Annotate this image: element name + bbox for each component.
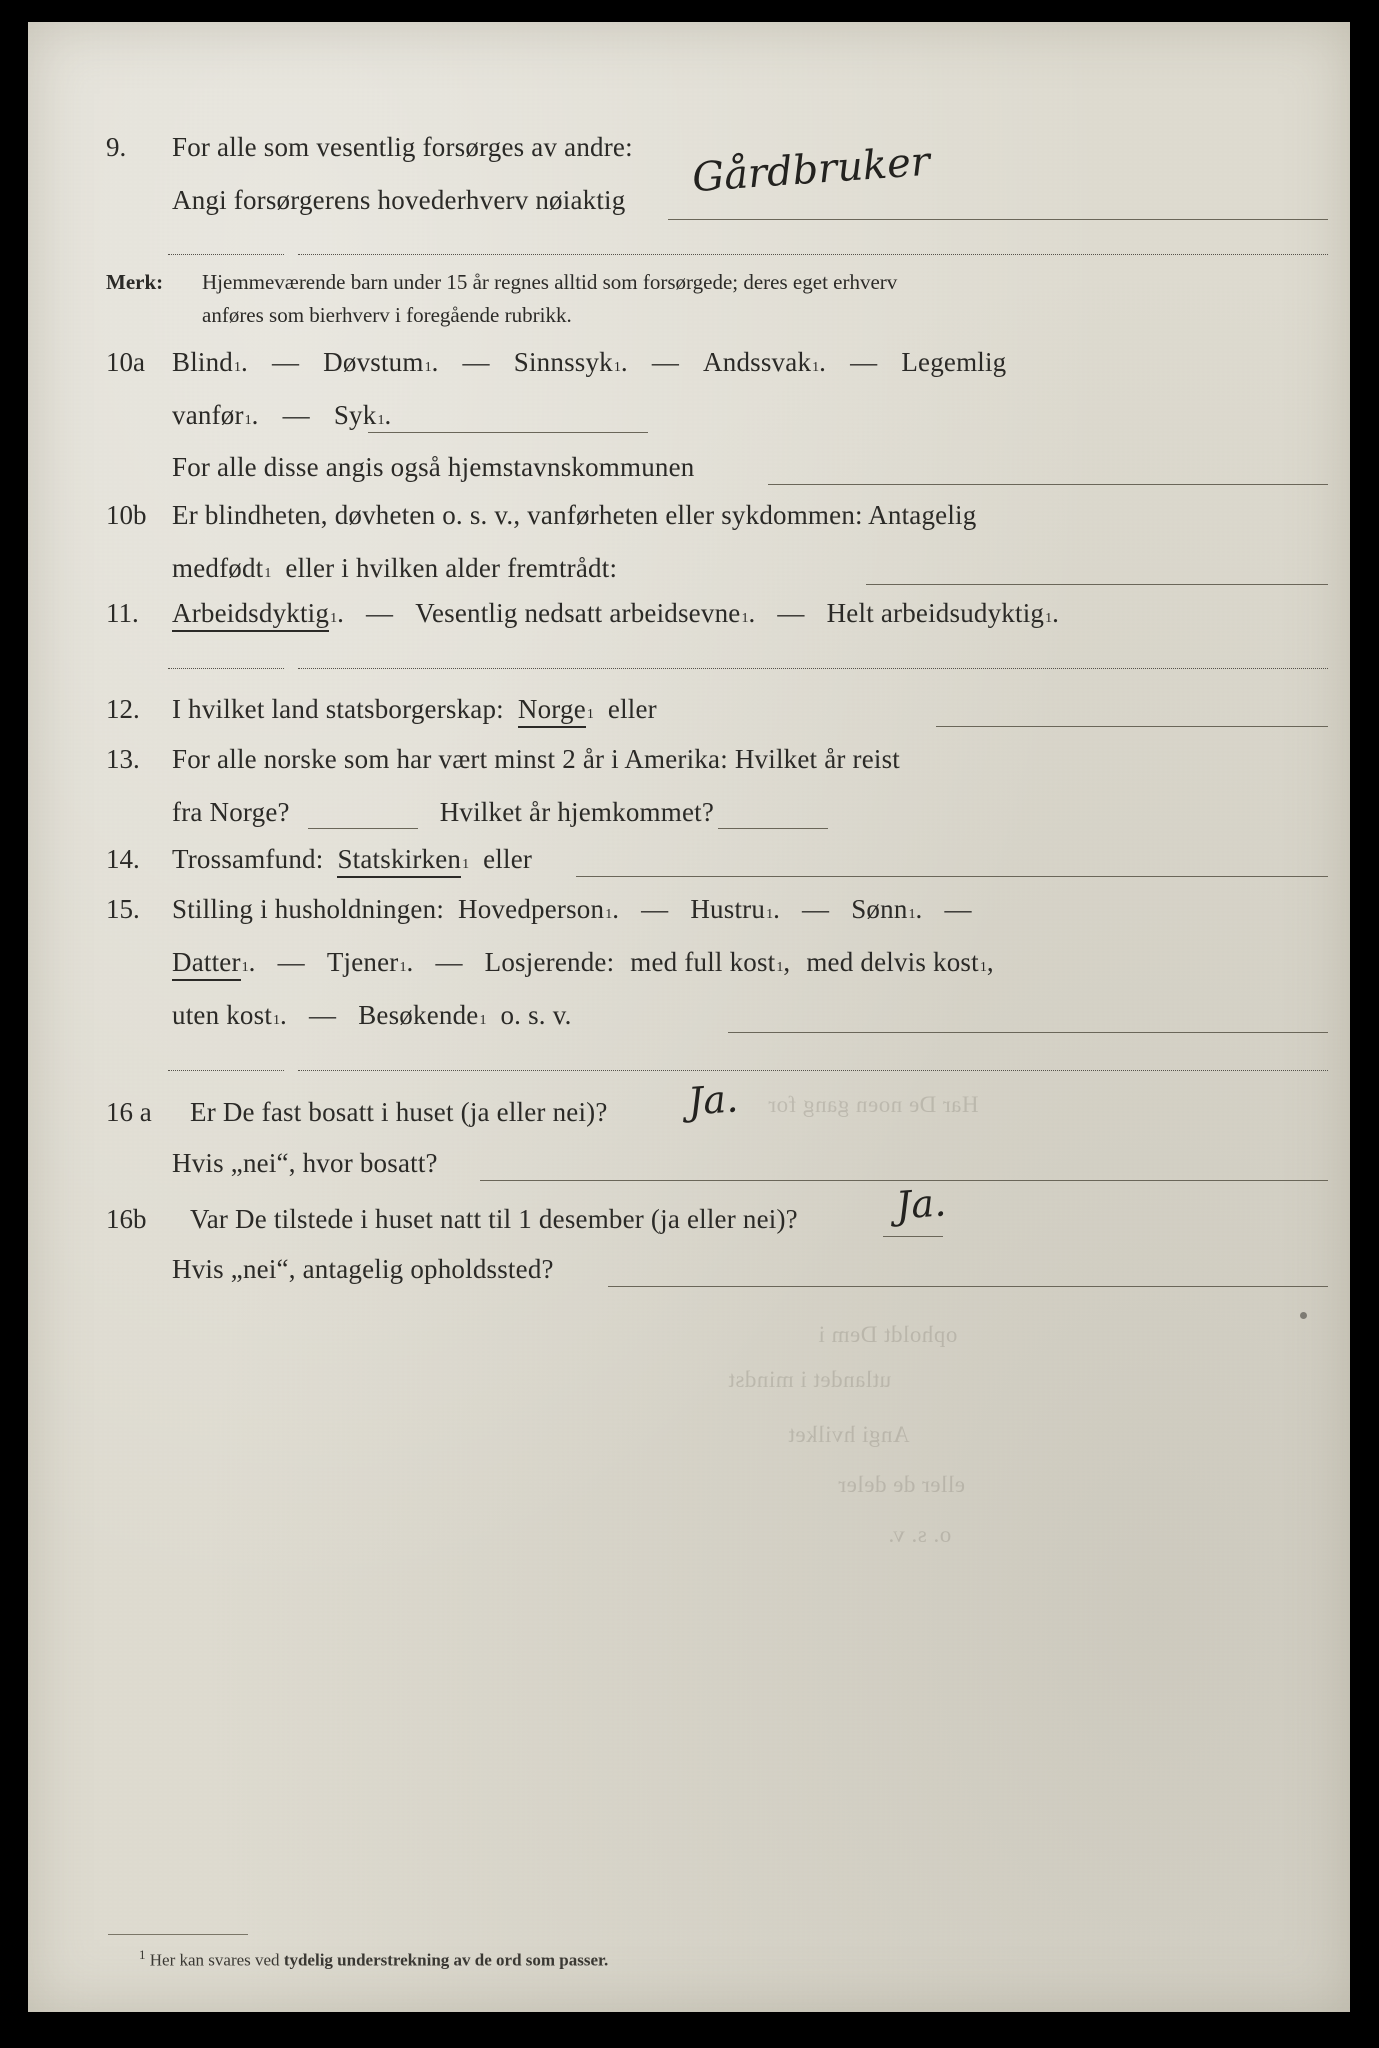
question-16b-line2 — [172, 1254, 554, 1285]
question-13-line2 — [172, 797, 714, 828]
option-helt-arbeidsudyktig[interactable]: Helt arbeidsudyktig — [826, 598, 1045, 628]
question-10b-answer-rule[interactable] — [866, 584, 1328, 585]
question-11-number: 11. — [106, 598, 139, 628]
footnote-number: 1 — [139, 1947, 146, 1962]
dash-1: — — [271, 347, 300, 377]
question-15-etc: o. s. v. — [500, 1000, 572, 1030]
question-10a-line1: 10a Blind 1 . — Døvstum 1 . — Sinnssyk 1 . — Andssvak 1 . — Legemlig — [106, 347, 1007, 377]
question-9-text-line2: Angi forsørgerens hovederhverv nøiaktig — [172, 185, 626, 215]
question-16b-line1 — [106, 1204, 798, 1235]
question-15-line1: 15. Stilling i husholdningen: Hovedperson 1 . — Hustru 1 . — Sønn 1 . — — [106, 894, 972, 924]
bleed-text-3: utlandet i mindst — [728, 1367, 892, 1392]
footnote-marker: 1 — [766, 907, 774, 922]
question-16a-number: 16 a — [106, 1097, 152, 1127]
question-12-answer[interactable]: Norge — [518, 694, 586, 728]
question-10a-line2: vanfør 1 . — Syk 1 . — [172, 400, 392, 430]
question-10a-number: 10a — [106, 347, 145, 377]
footnote-marker: 1 — [741, 611, 749, 626]
question-10b-number: 10b — [106, 500, 147, 530]
question-14-tail: eller — [483, 844, 533, 874]
dash-2: — — [462, 347, 490, 377]
bleed-text-5: eller de deler — [838, 1472, 966, 1497]
question-12-label: I hvilket land statsborgerskap: — [172, 694, 504, 724]
question-16b-lead-rule — [883, 1236, 943, 1237]
question-10b-text-line2b: eller i hvilken alder fremtrådt: — [285, 553, 618, 583]
option-syk[interactable]: Syk — [333, 400, 377, 430]
question-12 — [106, 694, 657, 728]
footnote-marker: 1 — [377, 413, 385, 428]
losjerende-label: Losjerende: — [484, 947, 615, 977]
dash-9: — — [802, 894, 830, 924]
merk-note-line2 — [202, 303, 572, 328]
question-16b-answer: Ja. — [894, 1180, 948, 1228]
question-10b-text-line1: Er blindheten, døvheten o. s. v., vanførheten eller sykdommen: Antagelig — [172, 500, 977, 530]
option-arbeidsdyktig[interactable]: Arbeidsdyktig — [172, 598, 329, 632]
section-rule-left-2 — [168, 668, 284, 669]
dash-8: — — [641, 894, 669, 924]
dash-3: — — [651, 347, 680, 377]
option-full-kost[interactable]: med full kost — [630, 947, 776, 977]
option-besokende[interactable]: Besøkende — [358, 1000, 479, 1030]
question-16b-number: 16b — [106, 1204, 147, 1234]
option-legemlig-vanfor-part1[interactable]: Legemlig — [901, 347, 1007, 377]
footnote-marker: 1 — [330, 611, 338, 626]
option-hustru[interactable]: Hustru — [690, 894, 766, 924]
question-13-line1 — [106, 744, 900, 775]
question-16b-text-line1: Var De tilstede i huset natt til 1 desember (ja eller nei)? — [190, 1204, 798, 1234]
question-14-answer-rule[interactable] — [576, 876, 1328, 877]
option-tjener[interactable]: Tjener — [326, 947, 399, 977]
footnote-marker: 1 — [812, 360, 820, 375]
merk-text-line2: anføres som bierhverv i foregående rubrikk. — [202, 303, 572, 327]
question-16b-answer-rule[interactable] — [608, 1286, 1328, 1287]
footnote-marker: 1 — [244, 413, 252, 428]
question-16a-answer-rule[interactable] — [480, 1180, 1328, 1181]
footnote-marker: 1 — [979, 960, 987, 975]
footnote-marker: 1 — [399, 960, 407, 975]
footnote-marker: 1 — [605, 907, 613, 922]
option-nedsatt-arbeidsevne[interactable]: Vesentlig nedsatt arbeidsevne — [415, 598, 741, 628]
question-16a-line2 — [172, 1148, 438, 1179]
question-10b-line1 — [106, 500, 976, 531]
question-9-line2 — [172, 185, 625, 216]
section-rule-right-3 — [298, 1070, 1328, 1071]
question-16a-answer: Ja. — [686, 1076, 740, 1124]
document-page — [28, 22, 1350, 2012]
bleed-text-2: opholdt Dem i — [818, 1322, 958, 1347]
merk-text-line1: Hjemmeværende barn under 15 år regnes alltid som forsørgede; deres eget erhverv — [202, 270, 898, 294]
question-16a-line1 — [106, 1097, 608, 1128]
section-rule-right-2 — [298, 668, 1328, 669]
footnote-marker: 1 — [1045, 611, 1053, 626]
question-13-text-line1: For alle norske som har vært minst 2 år i Amerika: Hvilket år reist — [172, 744, 901, 774]
question-14-number: 14. — [106, 844, 140, 874]
dash-10: — — [944, 894, 972, 924]
footnote-marker: 1 — [586, 707, 594, 722]
question-9-answer-rule — [668, 219, 1328, 220]
option-medfodt[interactable]: medfødt — [172, 553, 264, 583]
question-13-number: 13. — [106, 744, 140, 774]
question-10a-blank-rule[interactable] — [368, 432, 648, 433]
footnote-text-before: Her kan svares ved — [149, 1950, 284, 1970]
question-14-answer[interactable]: Statskirken — [337, 844, 461, 878]
footnote-marker: 1 — [241, 960, 249, 975]
option-hovedperson[interactable]: Hovedperson — [458, 894, 605, 924]
form-content — [28, 22, 1350, 2012]
dash-4: — — [850, 347, 878, 377]
footnote-marker: 1 — [908, 907, 916, 922]
dash-6: — — [366, 598, 394, 628]
question-15-line2: Datter 1 . — Tjener 1 . — Losjerende: med full kost 1 , med delvis kost 1 , — [172, 947, 994, 981]
dash-7: — — [777, 598, 805, 628]
question-12-answer-rule[interactable] — [936, 726, 1328, 727]
footnote-text-bold: tydelig understrekning av de ord som passer. — [283, 1950, 609, 1970]
question-9-number: 9. — [106, 132, 127, 162]
footnote-marker: 1 — [479, 1013, 487, 1028]
separator-rule-right — [298, 254, 1328, 255]
question-15-number: 15. — [106, 894, 140, 924]
question-10b-line2 — [172, 553, 617, 584]
dash-13: — — [309, 1000, 337, 1030]
dash-5: — — [282, 400, 310, 430]
footnote-marker: 1 — [424, 360, 432, 375]
question-14-label: Trossamfund: — [172, 844, 324, 874]
option-uten-kost[interactable]: uten kost — [172, 1000, 273, 1030]
option-dovstum[interactable]: Døvstum — [323, 347, 424, 377]
question-13-text-line2a: fra Norge? — [172, 797, 290, 827]
option-sinnssyk[interactable]: Sinnssyk — [513, 347, 613, 377]
footnote-marker: 1 — [776, 960, 784, 975]
dash-12: — — [435, 947, 463, 977]
question-12-number: 12. — [106, 694, 140, 724]
footnote-marker: 1 — [264, 566, 272, 581]
footnote-marker: 1 — [234, 360, 242, 375]
separator-rule-left — [168, 254, 284, 255]
option-sonn[interactable]: Sønn — [851, 894, 908, 924]
footnote-marker: 1 — [462, 857, 470, 872]
footnote-marker: 1 — [273, 1013, 281, 1028]
question-9-answer: Gårdbruker — [690, 138, 932, 202]
question-13-year-right-rule[interactable] — [718, 828, 828, 829]
footnote-marker: 1 — [613, 360, 621, 375]
footnote — [138, 1947, 608, 1971]
question-13-text-line2b: Hvilket år hjemkommet? — [439, 797, 715, 827]
question-16a-text-line1: Er De fast bosatt i huset (ja eller nei)? — [190, 1097, 608, 1127]
option-legemlig-vanfor-part2[interactable]: vanfør — [172, 400, 244, 430]
bleed-text-1: Har De noen gang for — [768, 1092, 979, 1117]
question-16a-text-line2: Hvis „nei“, hvor bosatt? — [172, 1148, 438, 1178]
question-10a-hjemstavn-rule[interactable] — [768, 484, 1328, 485]
option-andssvak[interactable]: Andssvak — [703, 347, 812, 377]
question-10a-line3 — [172, 452, 695, 483]
section-rule-left-3 — [168, 1070, 284, 1071]
option-delvis-kost[interactable]: med delvis kost — [806, 947, 979, 977]
question-9-line1 — [106, 132, 633, 163]
question-10a-text-line3: For alle disse angis også hjemstavnskommunen — [172, 452, 695, 482]
question-11: 11. Arbeidsdyktig 1 . — Vesentlig nedsatt arbeidsevne 1 . — Helt arbeidsudyktig 1 . — [106, 598, 1059, 632]
dash-11: — — [277, 947, 305, 977]
question-16b-text-line2: Hvis „nei“, antagelig opholdssted? — [172, 1254, 554, 1284]
question-9-text-line1: For alle som vesentlig forsørges av andre: — [172, 132, 633, 162]
question-15-label: Stilling i husholdningen: — [172, 894, 445, 924]
bleed-text-6: o. s. v. — [888, 1522, 952, 1547]
question-15-answer-rule[interactable] — [728, 1032, 1328, 1033]
option-blind[interactable]: Blind — [172, 347, 234, 377]
merk-label: Merk: — [106, 270, 164, 294]
question-14 — [106, 844, 532, 878]
merk-note-line1 — [106, 270, 897, 295]
footnote-rule — [108, 1934, 248, 1935]
question-15-line3: uten kost 1 . — Besøkende 1 o. s. v. — [172, 1000, 572, 1030]
option-datter[interactable]: Datter — [172, 947, 241, 981]
question-13-year-left-rule[interactable] — [308, 828, 418, 829]
question-12-tail: eller — [607, 694, 657, 724]
bleed-text-4: Angi hvilket — [788, 1422, 910, 1447]
